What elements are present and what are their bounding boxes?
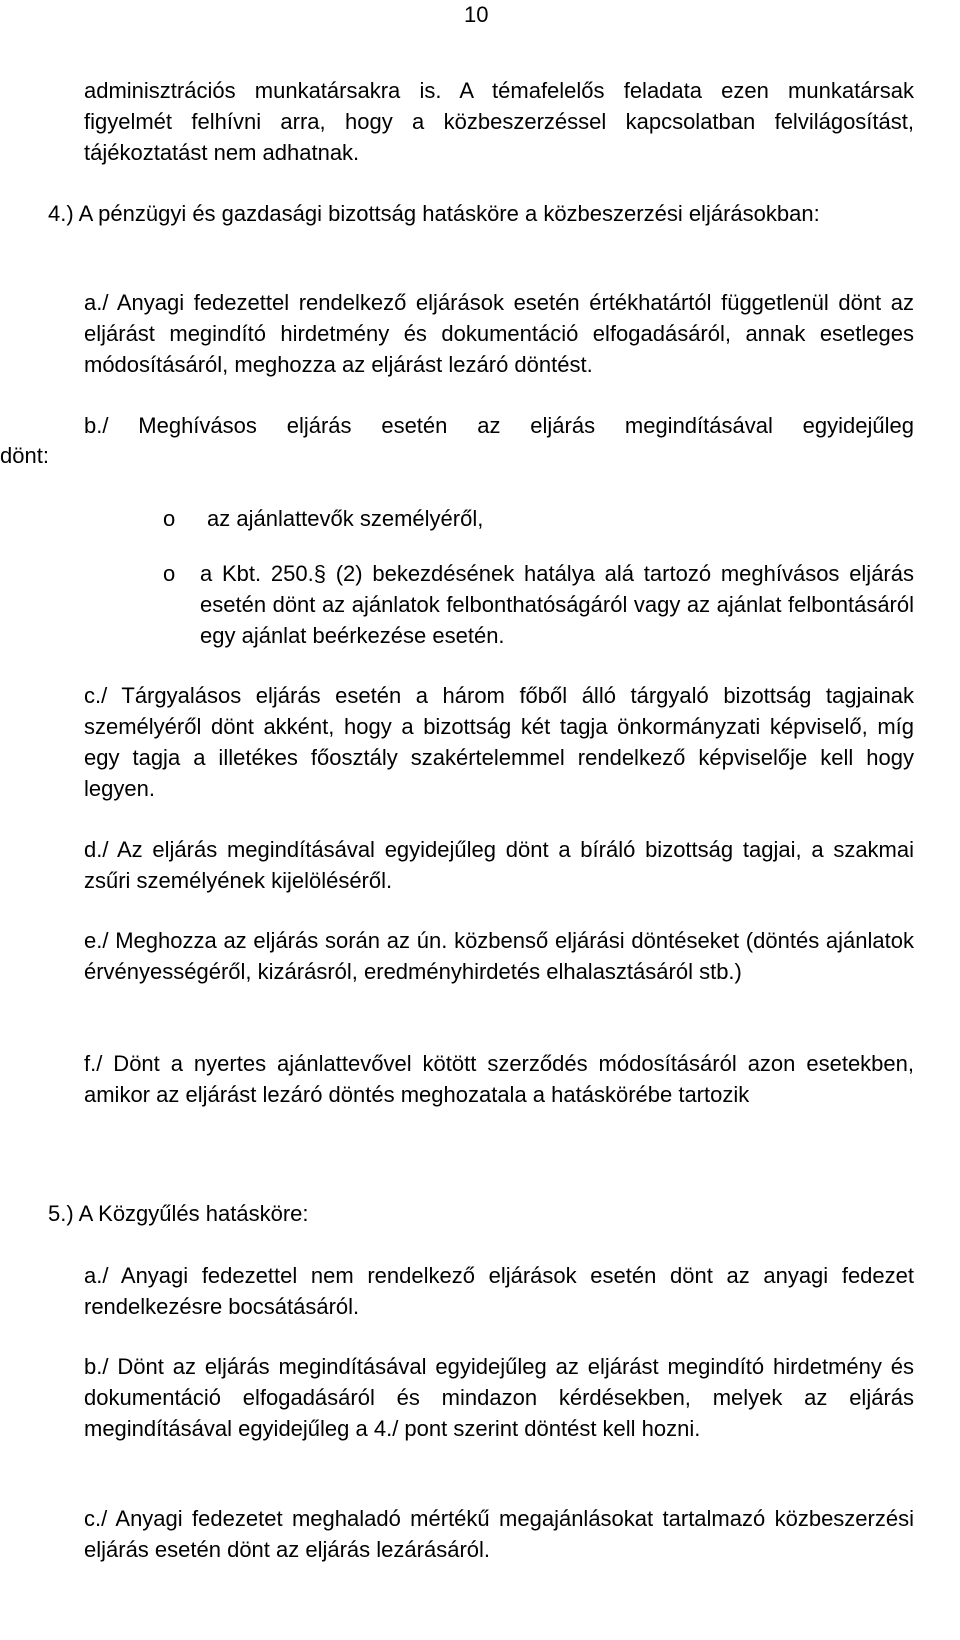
section-4-item-b-continuation: dönt:	[0, 443, 49, 468]
section-4-item-e: e./ Meghozza az eljárás során az ún. közbenső eljárási döntéseket (döntés ajánlatok érvényességéről, kizárásról, eredményhirdetés elhalasztásáról stb.)	[84, 928, 914, 984]
section-4-bullet-1	[163, 503, 914, 534]
section-4-item-f: f./ Dönt a nyertes ajánlattevővel kötött szerződés módosításáról azon esetekben, amikor az eljárást lezáró döntés meghozatala a hatáskörébe tartozik	[84, 1051, 914, 1107]
section-5-item-c: c./ Anyagi fedezetet meghaladó mértékű megajánlásokat tartalmazó közbeszerzési eljárás esetén dönt az eljárás lezárásáról.	[84, 1506, 914, 1562]
intro-paragraph: adminisztrációs munkatársakra is. A témafelelős feladata ezen munkatársak figyelmét felhívni arra, hogy a közbeszerzéssel kapcsolatban felvilágosítást, tájékoztatást nem adhatnak.	[84, 78, 914, 165]
bullet-text: az ajánlattevők személyéről,	[207, 506, 484, 531]
section-4-item-d: d./ Az eljárás megindításával egyidejűleg dönt a bíráló bizottság tagjai, a szakmai zsűri személyének kijelöléséről.	[84, 837, 914, 893]
bullet-text: a Kbt. 250.§ (2) bekezdésének hatálya alá tartozó meghívásos eljárás esetén dönt az ajánlatok felbonthatóságáról vagy az ajánlat felbontásáról egy ajánlat beérkezése esetén.	[200, 561, 914, 648]
section-4-item-a: a./ Anyagi fedezettel rendelkező eljárások esetén értékhatártól függetlenül dönt az eljárást megindító hirdetmény és dokumentáció elfogadásáról, annak esetleges módosításáról, meghozza az eljárást lezáró döntést.	[84, 290, 914, 377]
section-5-heading: 5.) A Közgyűlés hatásköre:	[48, 1201, 309, 1226]
bullet-marker: o	[163, 506, 176, 531]
section-5-item-a: a./ Anyagi fedezettel nem rendelkező eljárások esetén dönt az anyagi fedezet rendelkezésre bocsátásáról.	[84, 1263, 914, 1319]
section-4-bullet-2	[163, 558, 914, 651]
page-number: 10	[464, 2, 489, 27]
section-5-item-b: b./ Dönt az eljárás megindításával egyidejűleg az eljárást megindító hirdetmény és dokumentáció elfogadásáról és mindazon kérdésekben, melyek az eljárás megindításával egyidejűleg a 4./ pont szerint döntést kell hozni.	[84, 1354, 914, 1441]
section-4-item-c: c./ Tárgyalásos eljárás esetén a három főből álló tárgyaló bizottság tagjainak személyéről dönt akként, hogy a bizottság két tagja önkormányzati képviselő, míg egy tagja a illetékes főosztály szakértelemmel rendelkező képviselője kell hogy legyen.	[84, 683, 914, 801]
section-4-heading: 4.) A pénzügyi és gazdasági bizottság hatásköre a közbeszerzési eljárásokban:	[48, 201, 820, 226]
bullet-marker: o	[163, 561, 176, 586]
section-4-item-b: b./ Meghívásos eljárás esetén az eljárás megindításával egyidejűleg	[84, 413, 914, 438]
